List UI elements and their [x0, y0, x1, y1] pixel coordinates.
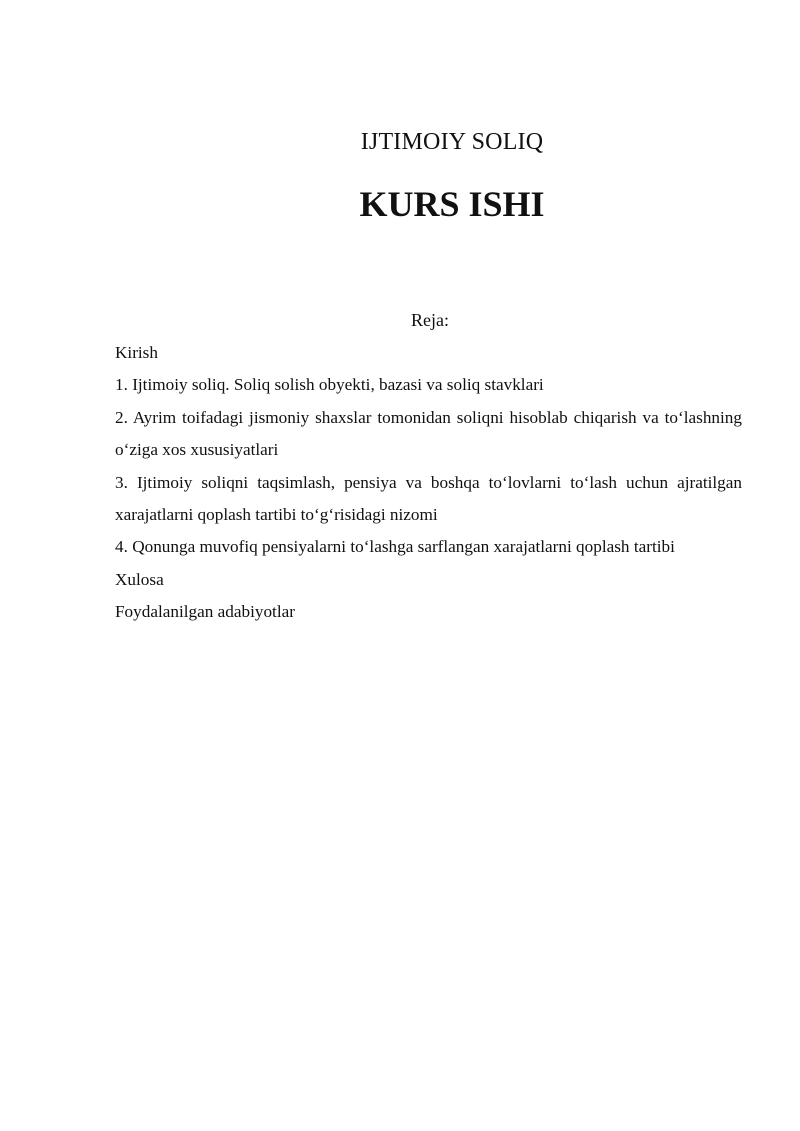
plan-item-4: 4. Qonunga muvofiq pensiyalarni to‘lashga sarflangan xarajatlarni qoplash tartibi — [115, 537, 675, 557]
plan-item-2: 2. Ayrim toifadagi jismoniy shaxslar tomonidan soliqni hisoblab chiqarish va to‘lashning o‘ziga xos xususiyatlari — [115, 407, 742, 460]
plan-list — [115, 337, 742, 629]
plan-item-conclusion: Xulosa — [115, 569, 164, 589]
document-title: KURS ISHI — [359, 184, 545, 224]
plan-item-3: 3. Ijtimoiy soliqni taqsimlash, pensiya va boshqa to‘lovlarni to‘lash uchun ajratilgan xarajatlarni qoplash tartibi to‘g‘risidagi nizomi — [115, 472, 742, 525]
plan-item-introduction: Kirish — [115, 343, 158, 362]
document-subject: IJTIMOIY SOLIQ — [360, 129, 544, 155]
plan-heading: Reja: — [411, 310, 449, 330]
plan-item-1: 1. Ijtimoiy soliq. Soliq solish obyekti, bazasi va soliq stavklari — [115, 375, 544, 395]
plan-item-references: Foydalanilgan adabiyotlar — [115, 602, 295, 622]
